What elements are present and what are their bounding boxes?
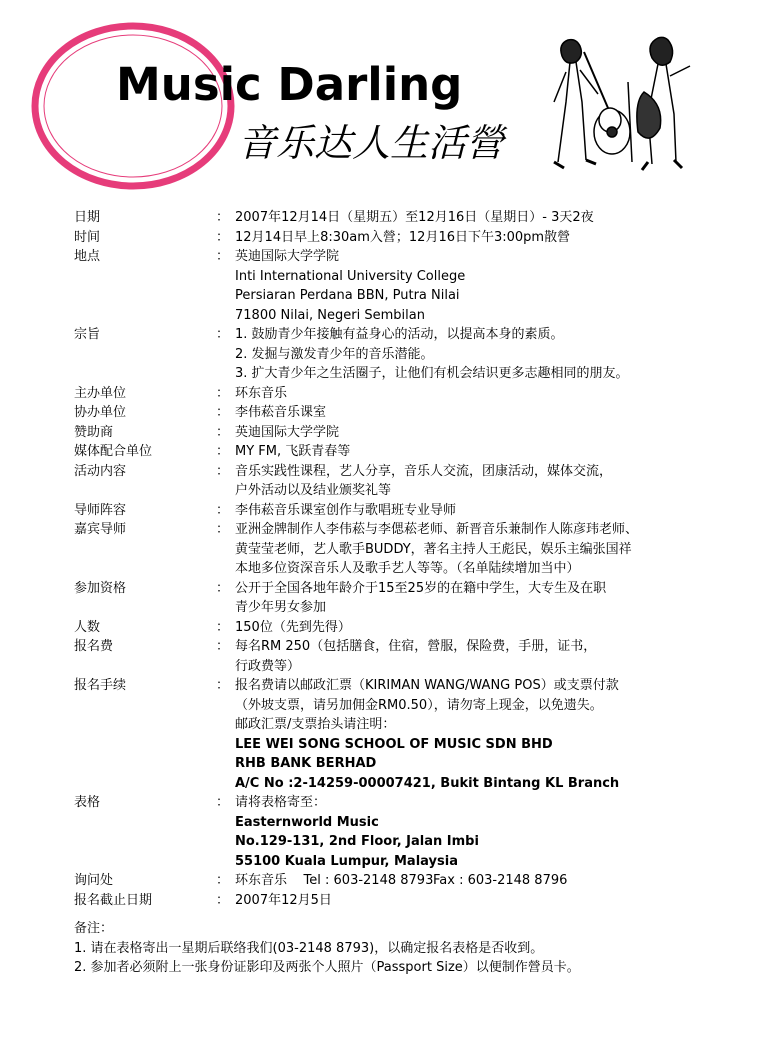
detail-row-time	[74, 228, 754, 248]
detail-colon: ：	[216, 502, 230, 518]
detail-row-enquiry	[74, 871, 754, 891]
detail-value	[235, 208, 754, 228]
detail-value	[235, 618, 754, 638]
detail-row-activities	[74, 462, 754, 501]
detail-line: 请将表格寄至：	[235, 795, 327, 810]
detail-label: 人数	[74, 619, 101, 635]
title-chinese: 音乐达人生活營	[238, 121, 505, 165]
detail-colon: ：	[216, 327, 230, 342]
detail-row-mentors	[74, 501, 754, 521]
detail-row-capacity	[74, 618, 754, 638]
enquiry-fax: Fax : 603-2148 8796	[433, 873, 568, 888]
detail-row-form	[74, 793, 754, 871]
detail-colon: ：	[216, 424, 230, 440]
detail-row-date	[74, 208, 754, 228]
detail-label: 报名手续	[74, 678, 127, 693]
detail-line: 英迪国际大学学院	[235, 424, 340, 440]
detail-label: 报名截止日期	[74, 892, 153, 908]
detail-line: 李伟菘音乐课室	[235, 405, 327, 420]
detail-row-eligibility	[74, 579, 754, 618]
detail-label: 赞助商	[74, 424, 114, 440]
detail-colon: ：	[216, 405, 230, 420]
musicians-illustration	[540, 32, 700, 182]
detail-line: Inti International University College	[235, 268, 466, 284]
enquiry-tel: Tel : 603-2148 8793	[303, 873, 434, 888]
detail-value	[235, 637, 754, 676]
enquiry-org: 环东音乐	[235, 873, 288, 888]
detail-line: 2. 发掘与激发青少年的音乐潜能。	[235, 346, 434, 362]
detail-value	[235, 676, 754, 793]
detail-colon: ：	[216, 678, 230, 693]
detail-line: 12月14日早上8:30am入營；12月16日下午3:00pm散營	[235, 229, 571, 245]
account-number: A/C No :2-14259-00007421, Bukit Bintang KL Branch	[235, 775, 620, 791]
detail-value	[235, 891, 754, 911]
detail-colon: ：	[216, 892, 230, 908]
detail-value	[235, 423, 754, 443]
detail-label: 询问处	[74, 873, 114, 888]
detail-colon: ：	[216, 522, 230, 537]
detail-value	[235, 501, 754, 521]
detail-row-venue	[74, 247, 754, 325]
detail-line: 青少年男女参加	[235, 600, 327, 615]
detail-label: 宗旨	[74, 327, 101, 342]
detail-line: 公开于全国各地年龄介于15至25岁的在籍中学生，大专生及在职	[235, 580, 607, 596]
detail-label: 协办单位	[74, 405, 127, 420]
detail-line: 黄莹莹老师，艺人歌手BUDDY，著名主持人王彪民，娱乐主编张国祥	[235, 541, 632, 557]
detail-label: 时间	[74, 229, 101, 245]
detail-label: 导师阵容	[74, 502, 127, 518]
detail-value	[235, 228, 754, 248]
detail-line: 2007年12月14日（星期五）至12月16日（星期日）- 3天2夜	[235, 210, 594, 225]
detail-label: 主办单位	[74, 385, 127, 401]
deadline-date: 2007年12月5日	[235, 892, 332, 908]
detail-value	[235, 325, 754, 384]
detail-line: 本地多位资深音乐人及歌手艺人等等。（名单陆续增加当中）	[235, 561, 580, 576]
detail-line: 邮政汇票/支票抬头请注明：	[235, 717, 396, 732]
bank-name: RHB BANK BERHAD	[235, 756, 377, 771]
detail-colon: ：	[216, 444, 230, 459]
detail-label: 日期	[74, 210, 101, 225]
detail-label: 活动内容	[74, 463, 127, 479]
mail-address-line: 55100 Kuala Lumpur, Malaysia	[235, 853, 458, 869]
detail-value	[235, 871, 754, 891]
event-details	[74, 208, 754, 910]
detail-line: 李伟菘音乐课室创作与歌唱班专业导师	[235, 502, 457, 518]
detail-colon: ：	[216, 639, 230, 654]
detail-row-fee	[74, 637, 754, 676]
detail-colon: ：	[216, 795, 230, 810]
note-item: 1. 请在表格寄出一星期后联络我们(03-2148 8793)，以确定报名表格是否收到。	[74, 940, 544, 956]
detail-colon: ：	[216, 385, 230, 401]
detail-line: MY FM, 飞跃青春等	[235, 444, 351, 459]
detail-line: 150位（先到先得）	[235, 619, 351, 635]
detail-row-registration	[74, 676, 754, 793]
detail-colon: ：	[216, 580, 230, 596]
detail-colon: ：	[216, 210, 230, 225]
detail-row-objectives	[74, 325, 754, 384]
detail-label: 嘉宾导师	[74, 522, 127, 537]
detail-row-guest-mentors	[74, 520, 754, 579]
detail-colon: ：	[216, 249, 230, 264]
detail-line: 71800 Nilai, Negeri Sembilan	[235, 307, 425, 323]
detail-line: 亚洲金牌制作人李伟菘与李偲菘老师、新晋音乐兼制作人陈彦玮老师、	[235, 522, 639, 537]
detail-label: 媒体配合单位	[74, 444, 153, 459]
detail-label: 地点	[74, 249, 101, 264]
detail-colon: ：	[216, 619, 230, 635]
detail-row-organizer	[74, 384, 754, 404]
note-item: 2. 参加者必须附上一张身份证影印及两张个人照片（Passport Size）以便制作營员卡。	[74, 960, 580, 975]
detail-value	[235, 247, 754, 325]
detail-value	[235, 462, 754, 501]
detail-line: 环东音乐	[235, 385, 288, 401]
notes-heading: 备注：	[74, 921, 114, 936]
detail-row-deadline	[74, 891, 754, 911]
notes-section	[74, 919, 580, 978]
detail-line: 音乐实践性课程，艺人分享，音乐人交流，团康活动，媒体交流，	[235, 463, 613, 479]
detail-value	[235, 520, 754, 579]
detail-value	[235, 579, 754, 618]
detail-row-co-organizer	[74, 403, 754, 423]
detail-row-sponsor	[74, 423, 754, 443]
detail-value	[235, 793, 754, 871]
detail-line: 户外活动以及结业颁奖礼等	[235, 483, 392, 498]
detail-line: （外坡支票，请另加佣金RM0.50），请勿寄上现金，以免遗失。	[235, 697, 603, 713]
detail-line: 3. 扩大青少年之生活圈子，让他们有机会结识更多志趣相同的朋友。	[235, 366, 629, 381]
detail-colon: ：	[216, 873, 230, 888]
detail-row-media	[74, 442, 754, 462]
detail-label: 报名费	[74, 639, 114, 654]
detail-label: 参加资格	[74, 580, 127, 596]
detail-line: 每名RM 250（包括膳食，住宿，營服，保险费，手册，证书，	[235, 639, 597, 654]
detail-line: 行政费等）	[235, 658, 301, 674]
title-english: Music Darling	[116, 58, 463, 111]
detail-line: 英迪国际大学学院	[235, 249, 340, 264]
detail-line: Persiaran Perdana BBN, Putra Nilai	[235, 288, 460, 303]
detail-colon: ：	[216, 463, 230, 479]
detail-colon: ：	[216, 229, 230, 245]
mail-address-line: No.129-131, 2nd Floor, Jalan Imbi	[235, 834, 479, 849]
detail-line: 1. 鼓励青少年接触有益身心的活动，以提高本身的素质。	[235, 327, 564, 342]
mail-address-line: Easternworld Music	[235, 814, 379, 830]
detail-line: 报名费请以邮政汇票（KIRIMAN WANG/WANG POS）或支票付款	[235, 678, 619, 693]
detail-value	[235, 403, 754, 423]
payee-name: LEE WEI SONG SCHOOL OF MUSIC SDN BHD	[235, 736, 553, 752]
detail-value	[235, 442, 754, 462]
detail-value	[235, 384, 754, 404]
detail-label: 表格	[74, 795, 101, 810]
